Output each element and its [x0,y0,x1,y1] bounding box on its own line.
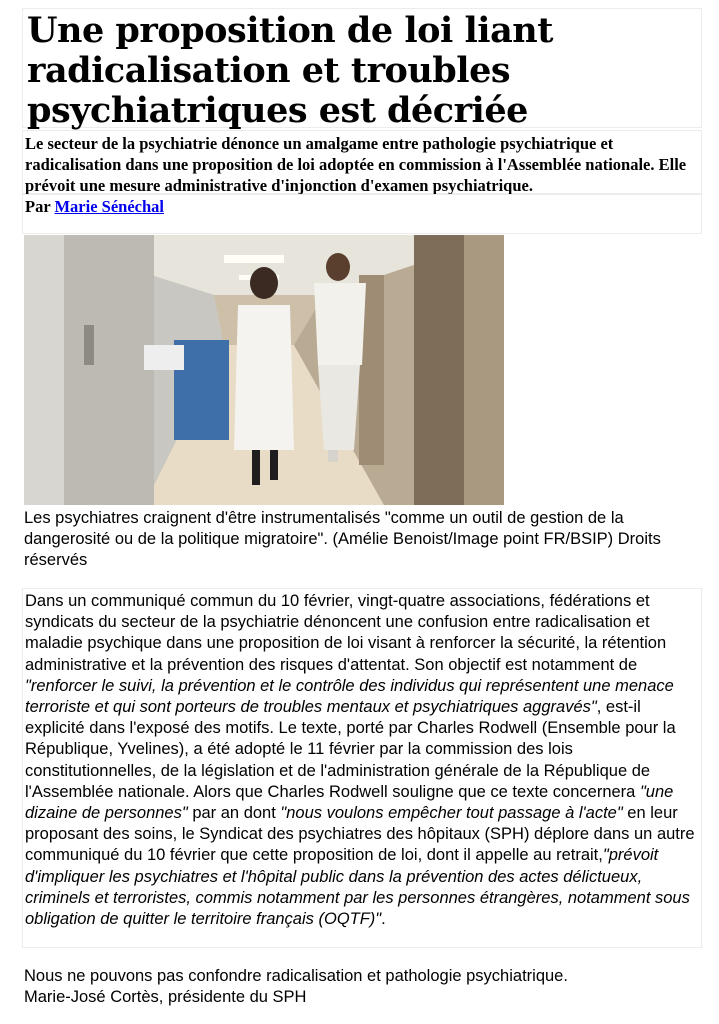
body-quote-segment: "nous voulons empêcher tout passage à l'acte" [280,804,623,823]
quote-author: Marie-José Cortès, présidente du SPH [24,988,307,1006]
article-lede: Le secteur de la psychiatrie dénonce un amalgame entre pathologie psychiatrique et radicalisation dans une proposition de loi adoptée en commission à l'Assemblée nationale. Elle prévoit une mesure administrative d'injonction d'examen psychiatrique. [22,130,702,194]
body-quote-segment: "renforcer le suivi, la prévention et le contrôle des individus qui représentent une menace terroriste et qui sont porteurs de troubles mentaux et psychiatriques aggravés" [25,676,674,717]
body-text-segment: , est-il explicité dans l'exposé des motifs. Le texte, porté par Charles Rodwell (Ensemble pour la République, Yvelines), a été adopté le 11 février par la commission des lois constitutionnelles, de la législation et de l'administration générale de la République de l'Assemblée nationale. Alors que Charles Rodwell souligne que ce texte concernera [25,698,676,801]
body-text-segment: par an dont [187,804,281,823]
body-quote-segment: "une dizaine de personnes" [25,782,674,823]
photo-caption: Les psychiatres craignent d'être instrumentalisés "comme un outil de gestion de la dangerosité ou de la politique migratoire". (Amélie Benoist/Image point FR/BSIP) Droits réservés [24,509,661,569]
body-text-segment: en leur proposant des soins, le Syndicat des psychiatres des hôpitaux (SPH) déplore dans un autre communiqué du 10 février que cette proposition de loi, dont il appelle au retrait, [25,804,695,865]
byline [22,194,702,234]
hospital-corridor-photo [24,235,504,505]
author-link[interactable]: Marie Sénéchal [54,197,164,216]
byline-prefix: Par [25,197,51,216]
body-text-segment: Dans un communiqué commun du 10 février, vingt-quatre associations, fédérations et syndicats du secteur de la psychiatrie dénoncent une confusion entre radicalisation et maladie psychique dans une proposition de loi visant à renforcer la sécurité, la rétention administrative et la prévention des risques d'attentat. Son objectif est notamment de [25,592,667,674]
body-text-segment: . [381,910,386,929]
body-quote-segment: "prévoit d'impliquer les psychiatres et l'hôpital public dans la prévention des actes délictueux, criminels et terroristes, commis notamment par les personnes étrangères, notamment sous obligation de quitter le territoire français (OQTF)" [25,846,690,929]
quote-text: Nous ne pouvons pas confondre radicalisation et pathologie psychiatrique. [24,967,568,985]
pull-quote [22,966,702,1008]
article-title: Une proposition de loi liant radicalisation et troubles psychiatriques est décriée [22,8,702,128]
article-body [22,588,702,948]
